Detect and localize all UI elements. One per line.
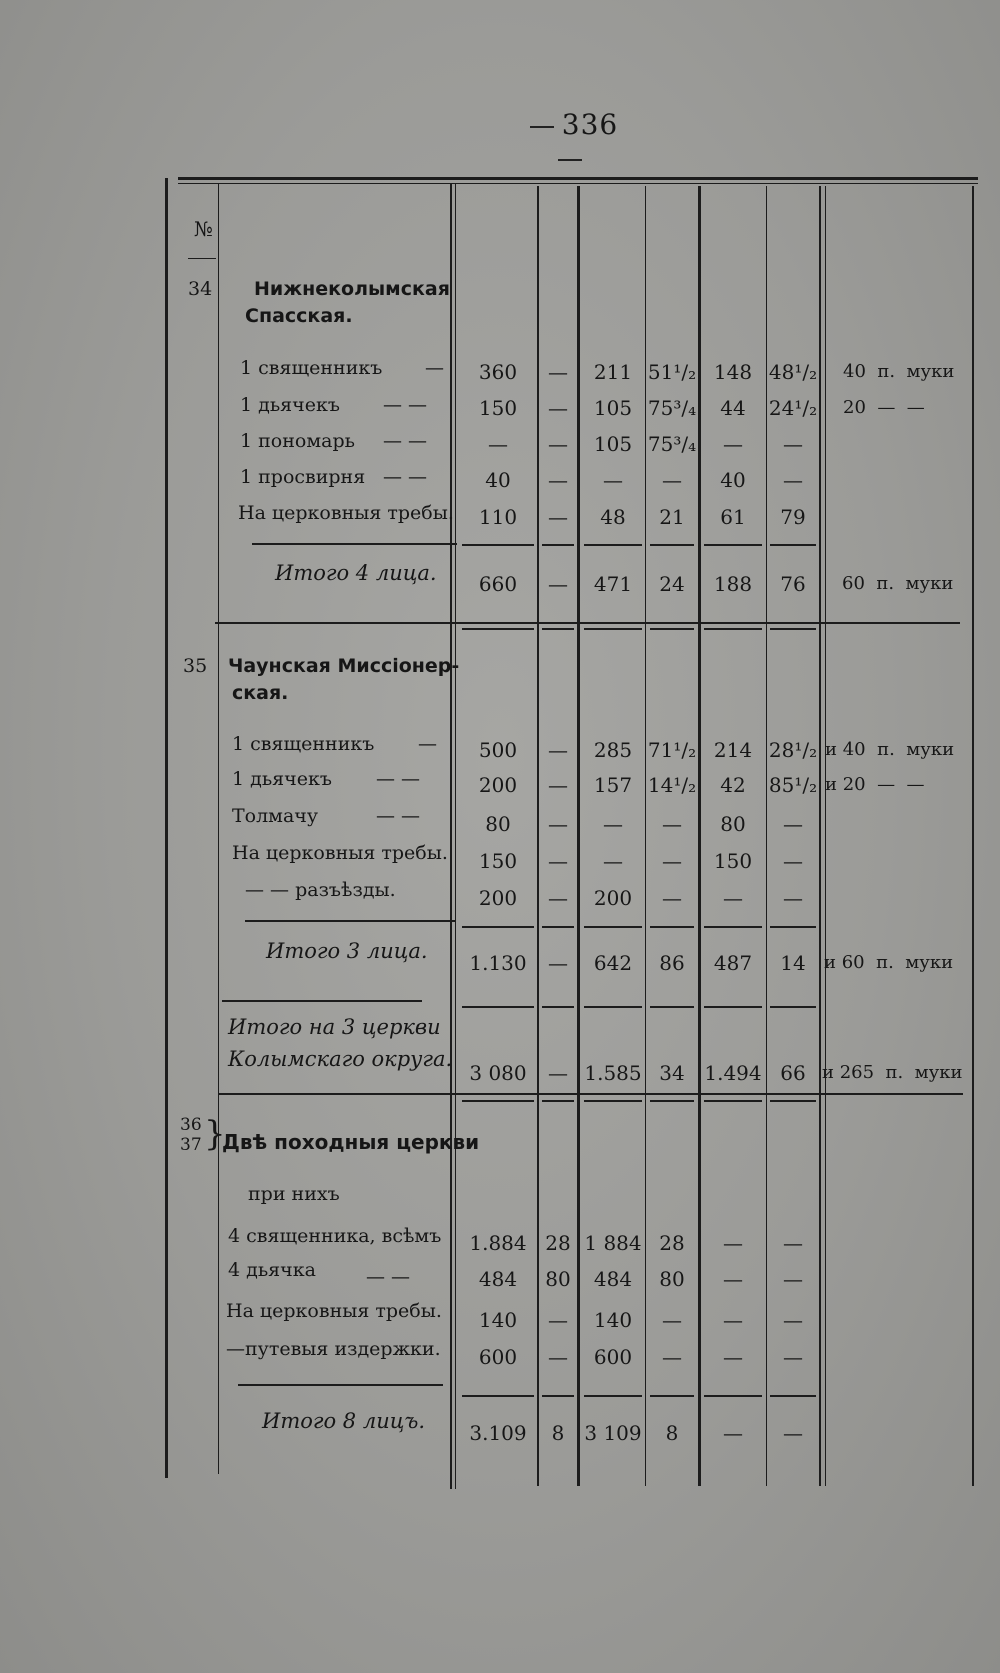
cell-c2: — bbox=[548, 432, 568, 456]
cell-c6: 24¹/₂ bbox=[768, 396, 818, 420]
district-cell-c5: 1.494 bbox=[704, 1061, 762, 1085]
total-cell-c3: 471 bbox=[593, 572, 633, 596]
cell-c3: 140 bbox=[593, 1308, 633, 1332]
column-sum-rule bbox=[650, 628, 694, 630]
column-sum-rule bbox=[650, 1100, 694, 1102]
cell-c6: — bbox=[783, 432, 803, 456]
entry-brace: } bbox=[204, 1114, 226, 1154]
cell-c2: — bbox=[548, 1308, 568, 1332]
cell-c4: 71¹/₂ bbox=[647, 738, 697, 762]
cell-c1: 484 bbox=[478, 1267, 518, 1291]
cell-c4: — bbox=[662, 886, 682, 910]
cell-c1: 150 bbox=[478, 396, 518, 420]
column-sum-rule bbox=[584, 926, 642, 928]
header-no: № bbox=[194, 217, 213, 241]
cell-c5: — bbox=[723, 1345, 743, 1369]
cell-c1: 80 bbox=[485, 812, 511, 836]
total-cell-note: 60 п. муки bbox=[842, 573, 954, 594]
entry-number: 35 bbox=[183, 655, 208, 677]
cell-c6: — bbox=[783, 849, 803, 873]
total-cell-c3: 642 bbox=[593, 951, 633, 975]
column-sum-rule bbox=[584, 1006, 642, 1008]
row-label: 1 священникъ bbox=[232, 733, 375, 755]
total-cell-c6: 76 bbox=[780, 572, 806, 596]
cell-c6: 79 bbox=[780, 505, 806, 529]
column-sum-rule bbox=[542, 1395, 574, 1397]
cell-c4: 21 bbox=[659, 505, 685, 529]
cell-c2: — bbox=[548, 812, 568, 836]
column-sum-rule bbox=[542, 628, 574, 630]
cell-c5: 42 bbox=[720, 773, 746, 797]
cell-c3: 105 bbox=[593, 396, 633, 420]
entry-end-rule bbox=[222, 1000, 422, 1002]
cell-c1: 40 bbox=[485, 468, 511, 492]
cell-c4: — bbox=[662, 1345, 682, 1369]
column-sum-rule bbox=[650, 544, 694, 546]
cell-c1: 140 bbox=[478, 1308, 518, 1332]
column-sum-rule bbox=[770, 544, 816, 546]
column-sum-rule bbox=[770, 1100, 816, 1102]
cell-c3: 211 bbox=[593, 360, 633, 384]
church-name-line: ская. bbox=[232, 682, 289, 704]
table-top-rule bbox=[178, 177, 978, 180]
cell-c5: — bbox=[723, 432, 743, 456]
column-sum-rule bbox=[542, 1006, 574, 1008]
column-sum-rule bbox=[704, 544, 762, 546]
district-end-rule bbox=[218, 1093, 963, 1095]
cell-c2: — bbox=[548, 886, 568, 910]
cell-c3: — bbox=[603, 849, 623, 873]
row-dash: — — bbox=[383, 430, 428, 452]
cell-c1: — bbox=[488, 432, 508, 456]
district-total-label: Итого на 3 церкви bbox=[228, 1015, 441, 1039]
cell-c5: 214 bbox=[713, 738, 753, 762]
cell-c6: — bbox=[783, 1308, 803, 1332]
cell-note: и 20 — — bbox=[825, 774, 925, 795]
row-label: На церковныя требы. bbox=[226, 1300, 442, 1322]
district-cell-c2: — bbox=[548, 1061, 568, 1085]
cell-c4: 28 bbox=[659, 1231, 685, 1255]
col-6-rule-b bbox=[825, 186, 826, 1486]
row-label: Толмачу bbox=[232, 805, 319, 827]
cell-c3: — bbox=[603, 468, 623, 492]
row-dash: — — bbox=[366, 1266, 411, 1288]
cell-c2: — bbox=[548, 396, 568, 420]
column-sum-rule bbox=[584, 1395, 642, 1397]
entry-end-rule bbox=[215, 622, 960, 624]
column-sum-rule bbox=[462, 628, 534, 630]
cell-note: 20 — — bbox=[843, 397, 925, 418]
entry-number: 34 bbox=[188, 278, 213, 300]
column-sum-rule bbox=[770, 1006, 816, 1008]
church-name-line: Двѣ походныя церкви bbox=[222, 1130, 480, 1154]
district-cell-c1: 3 080 bbox=[469, 1061, 527, 1085]
church-name-line: Чаунская Миссіонер- bbox=[228, 655, 460, 677]
cell-c4: 75³/₄ bbox=[647, 432, 697, 456]
cell-c4: 80 bbox=[659, 1267, 685, 1291]
row-label: 1 просвирня bbox=[240, 466, 366, 488]
cell-c6: — bbox=[783, 468, 803, 492]
cell-c1: 600 bbox=[478, 1345, 518, 1369]
header-no-rule bbox=[188, 258, 216, 259]
entry-number: 36 bbox=[180, 1115, 202, 1135]
cell-c4: — bbox=[662, 812, 682, 836]
church-name-line: Нижнеколымская bbox=[254, 278, 450, 300]
cell-c3: — bbox=[603, 812, 623, 836]
cell-c6: 28¹/₂ bbox=[768, 738, 818, 762]
cell-c4: — bbox=[662, 849, 682, 873]
row-label: 4 дьячка bbox=[228, 1259, 316, 1281]
total-cell-c5: — bbox=[723, 1421, 743, 1445]
page-number: 336 bbox=[505, 108, 635, 174]
row-label: 1 священникъ bbox=[240, 357, 383, 379]
cell-c4: 51¹/₂ bbox=[647, 360, 697, 384]
cell-c4: 14¹/₂ bbox=[647, 773, 697, 797]
subheader: при нихъ bbox=[248, 1183, 340, 1205]
total-cell-c5: 188 bbox=[713, 572, 753, 596]
cell-c1: 500 bbox=[478, 738, 518, 762]
cell-c5: — bbox=[723, 1231, 743, 1255]
cell-c1: 200 bbox=[478, 773, 518, 797]
total-cell-c6: — bbox=[783, 1421, 803, 1445]
cell-c3: 1 884 bbox=[584, 1231, 642, 1255]
column-sum-rule bbox=[542, 1100, 574, 1102]
column-sum-rule bbox=[704, 628, 762, 630]
column-sum-rule bbox=[584, 1100, 642, 1102]
total-cell-c1: 660 bbox=[478, 572, 518, 596]
row-label: На церковныя требы. bbox=[238, 502, 454, 524]
column-sum-rule bbox=[770, 1395, 816, 1397]
total-label: Итого 8 лицъ. bbox=[262, 1409, 426, 1433]
cell-c2: — bbox=[548, 849, 568, 873]
cell-c2: — bbox=[548, 468, 568, 492]
total-cell-note: и 60 п. муки bbox=[824, 952, 954, 973]
district-total-label: Колымскаго округа. bbox=[228, 1047, 453, 1071]
total-cell-c4: 8 bbox=[665, 1421, 679, 1445]
column-sum-rule bbox=[704, 1100, 762, 1102]
column-sum-rule bbox=[650, 1395, 694, 1397]
column-sum-rule bbox=[584, 628, 642, 630]
column-sum-rule bbox=[770, 628, 816, 630]
total-cell-c2: — bbox=[548, 951, 568, 975]
column-sum-rule bbox=[704, 1395, 762, 1397]
column-sum-rule bbox=[584, 544, 642, 546]
total-cell-c4: 24 bbox=[659, 572, 685, 596]
col-no-rule bbox=[218, 184, 219, 1474]
table-left-rule bbox=[165, 178, 168, 1478]
district-cell-c6: 66 bbox=[780, 1061, 806, 1085]
district-cell-c3: 1.585 bbox=[584, 1061, 642, 1085]
total-cell-c1: 3.109 bbox=[469, 1421, 527, 1445]
total-cell-c2: — bbox=[548, 572, 568, 596]
cell-c2: — bbox=[548, 1345, 568, 1369]
cell-c1: 150 bbox=[478, 849, 518, 873]
subtotal-rule bbox=[238, 1384, 443, 1386]
cell-c1: 110 bbox=[478, 505, 518, 529]
cell-c5: — bbox=[723, 1308, 743, 1332]
total-cell-c5: 487 bbox=[713, 951, 753, 975]
cell-c2: — bbox=[548, 360, 568, 384]
column-sum-rule bbox=[462, 544, 534, 546]
cell-note: 40 п. муки bbox=[843, 361, 955, 382]
total-cell-c6: 14 bbox=[780, 951, 806, 975]
column-sum-rule bbox=[770, 926, 816, 928]
column-sum-rule bbox=[704, 926, 762, 928]
column-sum-rule bbox=[462, 1395, 534, 1397]
cell-c3: 484 bbox=[593, 1267, 633, 1291]
church-name-line: Спасская. bbox=[245, 305, 353, 327]
column-sum-rule bbox=[462, 1006, 534, 1008]
cell-c4: — bbox=[662, 468, 682, 492]
cell-c4: — bbox=[662, 1308, 682, 1332]
cell-c3: 48 bbox=[600, 505, 626, 529]
cell-c2: — bbox=[548, 738, 568, 762]
total-label: Итого 3 лица. bbox=[266, 939, 428, 963]
cell-c3: 285 bbox=[593, 738, 633, 762]
col-name-rule-b bbox=[455, 184, 456, 1489]
subtotal-rule bbox=[252, 543, 457, 545]
cell-c3: 600 bbox=[593, 1345, 633, 1369]
cell-c6: — bbox=[783, 1345, 803, 1369]
total-cell-c4: 86 bbox=[659, 951, 685, 975]
cell-c5: 44 bbox=[720, 396, 746, 420]
cell-c1: 1.884 bbox=[469, 1231, 527, 1255]
column-sum-rule bbox=[704, 1006, 762, 1008]
district-cell-c4: 34 bbox=[659, 1061, 685, 1085]
cell-c6: — bbox=[783, 886, 803, 910]
row-label: 4 священника, всѣмъ bbox=[228, 1225, 442, 1247]
column-sum-rule bbox=[650, 926, 694, 928]
cell-c1: 200 bbox=[478, 886, 518, 910]
table-top-rule-2 bbox=[178, 183, 978, 184]
cell-note: и 40 п. муки bbox=[825, 739, 955, 760]
row-label: 1 дьячекъ bbox=[240, 394, 340, 416]
row-label: —путевыя издержки. bbox=[226, 1338, 441, 1360]
cell-c6: 48¹/₂ bbox=[768, 360, 818, 384]
total-cell-c1: 1.130 bbox=[469, 951, 527, 975]
cell-c3: 105 bbox=[593, 432, 633, 456]
row-dash: — bbox=[418, 733, 437, 755]
row-dash: — — bbox=[376, 805, 421, 827]
cell-c2: 28 bbox=[545, 1231, 571, 1255]
cell-c6: 85¹/₂ bbox=[768, 773, 818, 797]
district-cell-note: и 265 п. муки bbox=[822, 1062, 963, 1083]
cell-c2: — bbox=[548, 773, 568, 797]
cell-c5: 150 bbox=[713, 849, 753, 873]
cell-c2: — bbox=[548, 505, 568, 529]
cell-c5: — bbox=[723, 886, 743, 910]
cell-c3: 157 bbox=[593, 773, 633, 797]
cell-c6: — bbox=[783, 812, 803, 836]
total-label: Итого 4 лица. bbox=[275, 561, 437, 585]
row-dash: — bbox=[425, 357, 444, 379]
cell-c6: — bbox=[783, 1267, 803, 1291]
row-label: На церковныя требы. bbox=[232, 842, 448, 864]
subtotal-rule bbox=[245, 920, 455, 922]
cell-c1: 360 bbox=[478, 360, 518, 384]
cell-c5: 40 bbox=[720, 468, 746, 492]
table-right-rule bbox=[972, 186, 974, 1486]
col-name-rule-a bbox=[450, 184, 452, 1489]
cell-c2: 80 bbox=[545, 1267, 571, 1291]
cell-c4: 75³/₄ bbox=[647, 396, 697, 420]
total-cell-c3: 3 109 bbox=[584, 1421, 642, 1445]
cell-c5: 80 bbox=[720, 812, 746, 836]
row-label: — — разъѣзды. bbox=[245, 879, 396, 901]
row-label: 1 пономарь bbox=[240, 430, 355, 452]
row-dash: — — bbox=[376, 768, 421, 790]
row-dash: — — bbox=[383, 394, 428, 416]
column-sum-rule bbox=[542, 544, 574, 546]
row-dash: — — bbox=[383, 466, 428, 488]
cell-c3: 200 bbox=[593, 886, 633, 910]
entry-number: 37 bbox=[180, 1135, 202, 1155]
column-sum-rule bbox=[542, 926, 574, 928]
column-sum-rule bbox=[462, 1100, 534, 1102]
column-sum-rule bbox=[650, 1006, 694, 1008]
column-sum-rule bbox=[462, 926, 534, 928]
total-cell-c2: 8 bbox=[551, 1421, 565, 1445]
cell-c5: 61 bbox=[720, 505, 746, 529]
cell-c6: — bbox=[783, 1231, 803, 1255]
cell-c5: — bbox=[723, 1267, 743, 1291]
row-label: 1 дьячекъ bbox=[232, 768, 332, 790]
cell-c5: 148 bbox=[713, 360, 753, 384]
